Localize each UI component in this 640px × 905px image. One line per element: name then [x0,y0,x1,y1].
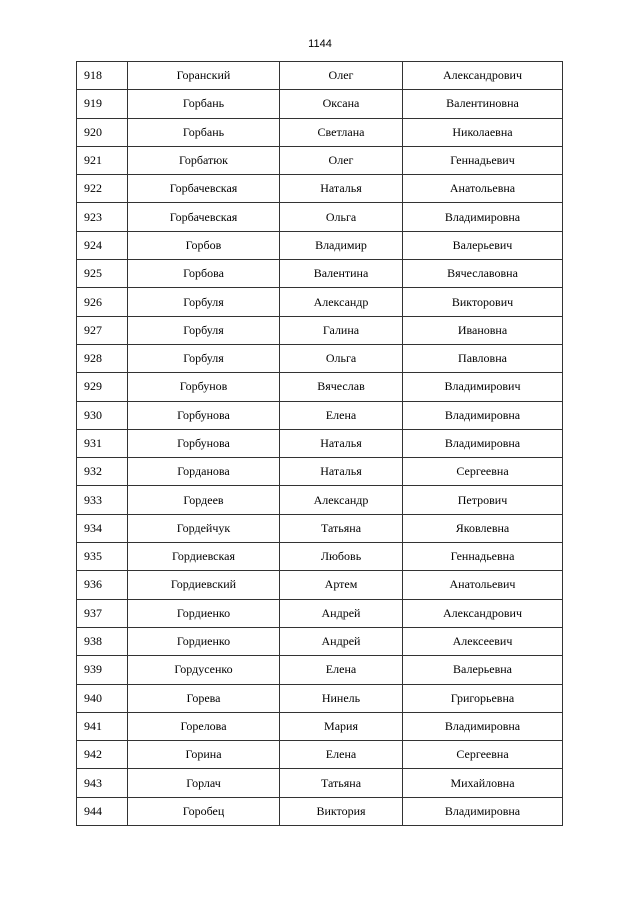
row-number: 931 [77,429,128,457]
first-name-cell: Андрей [280,627,403,655]
first-name-cell: Андрей [280,599,403,627]
row-number: 921 [77,146,128,174]
first-name-cell: Олег [280,146,403,174]
surname-cell: Горбунов [128,373,280,401]
surname-cell: Горбов [128,231,280,259]
surname-cell: Горева [128,684,280,712]
first-name-cell: Оксана [280,90,403,118]
patronymic-cell: Николаевна [403,118,563,146]
first-name-cell: Виктория [280,797,403,825]
first-name-cell: Олег [280,62,403,90]
surname-cell: Горанский [128,62,280,90]
table-row [77,175,563,203]
first-name-cell: Артем [280,571,403,599]
surname-cell: Горобец [128,797,280,825]
row-number: 920 [77,118,128,146]
row-number: 922 [77,175,128,203]
table-row [77,797,563,825]
row-number: 919 [77,90,128,118]
table-row [77,769,563,797]
patronymic-cell: Анатольевна [403,175,563,203]
patronymic-cell: Михайловна [403,769,563,797]
patronymic-cell: Анатольевич [403,571,563,599]
patronymic-cell: Алексеевич [403,627,563,655]
surname-cell: Горбуля [128,288,280,316]
first-name-cell: Елена [280,656,403,684]
surname-cell: Горбатюк [128,146,280,174]
surname-cell: Горбань [128,90,280,118]
surname-cell: Гордиевский [128,571,280,599]
row-number: 918 [77,62,128,90]
surname-cell: Горданова [128,458,280,486]
table-row [77,316,563,344]
table-row [77,486,563,514]
surname-cell: Горбуля [128,344,280,372]
surname-cell: Горбачевская [128,203,280,231]
table-row [77,599,563,627]
first-name-cell: Наталья [280,175,403,203]
patronymic-cell: Владимировна [403,401,563,429]
table-row [77,458,563,486]
row-number: 929 [77,373,128,401]
patronymic-cell: Вячеславовна [403,260,563,288]
first-name-cell: Галина [280,316,403,344]
patronymic-cell: Ивановна [403,316,563,344]
row-number: 941 [77,712,128,740]
first-name-cell: Елена [280,401,403,429]
row-number: 939 [77,656,128,684]
patronymic-cell: Павловна [403,344,563,372]
first-name-cell: Мария [280,712,403,740]
row-number: 942 [77,741,128,769]
first-name-cell: Нинель [280,684,403,712]
row-number: 936 [77,571,128,599]
row-number: 935 [77,543,128,571]
first-name-cell: Валентина [280,260,403,288]
row-number: 924 [77,231,128,259]
table-row [77,712,563,740]
patronymic-cell: Александрович [403,62,563,90]
table-row [77,62,563,90]
row-number: 925 [77,260,128,288]
row-number: 944 [77,797,128,825]
table-row [77,514,563,542]
patronymic-cell: Владимировна [403,797,563,825]
table-row [77,288,563,316]
table-row [77,741,563,769]
row-number: 937 [77,599,128,627]
surname-cell: Гордиенко [128,599,280,627]
patronymic-cell: Григорьевна [403,684,563,712]
surname-cell: Горбуля [128,316,280,344]
surname-cell: Горлач [128,769,280,797]
patronymic-cell: Яковлевна [403,514,563,542]
first-name-cell: Ольга [280,203,403,231]
patronymic-cell: Сергеевна [403,458,563,486]
table-row [77,627,563,655]
first-name-cell: Татьяна [280,769,403,797]
patronymic-cell: Валентиновна [403,90,563,118]
surname-cell: Горбунова [128,429,280,457]
table-row [77,118,563,146]
surname-cell: Гордусенко [128,656,280,684]
page-number: 1144 [308,38,332,50]
row-number: 923 [77,203,128,231]
first-name-cell: Вячеслав [280,373,403,401]
first-name-cell: Александр [280,288,403,316]
row-number: 928 [77,344,128,372]
table-row [77,401,563,429]
row-number: 926 [77,288,128,316]
surname-cell: Гордейчук [128,514,280,542]
row-number: 932 [77,458,128,486]
table-row [77,146,563,174]
surname-cell: Горина [128,741,280,769]
table-row [77,656,563,684]
first-name-cell: Елена [280,741,403,769]
table-body [77,62,563,826]
first-name-cell: Владимир [280,231,403,259]
table-row [77,231,563,259]
surname-cell: Гордиевская [128,543,280,571]
surname-cell: Гордеев [128,486,280,514]
patronymic-cell: Владимировна [403,203,563,231]
table-row [77,373,563,401]
table-row [77,543,563,571]
row-number: 934 [77,514,128,542]
row-number: 933 [77,486,128,514]
patronymic-cell: Владимирович [403,373,563,401]
table-row [77,684,563,712]
patronymic-cell: Петрович [403,486,563,514]
row-number: 930 [77,401,128,429]
table-row [77,90,563,118]
patronymic-cell: Геннадьевич [403,146,563,174]
table-row [77,429,563,457]
first-name-cell: Татьяна [280,514,403,542]
patronymic-cell: Викторович [403,288,563,316]
patronymic-cell: Владимировна [403,712,563,740]
row-number: 938 [77,627,128,655]
patronymic-cell: Валерьевич [403,231,563,259]
patronymic-cell: Валерьевна [403,656,563,684]
first-name-cell: Наталья [280,458,403,486]
surname-cell: Горбова [128,260,280,288]
first-name-cell: Ольга [280,344,403,372]
surname-cell: Горбачевская [128,175,280,203]
surname-cell: Горбань [128,118,280,146]
row-number: 940 [77,684,128,712]
names-table [76,61,563,826]
patronymic-cell: Владимировна [403,429,563,457]
row-number: 927 [77,316,128,344]
first-name-cell: Любовь [280,543,403,571]
table-row [77,203,563,231]
first-name-cell: Наталья [280,429,403,457]
surname-cell: Горбунова [128,401,280,429]
patronymic-cell: Геннадьевна [403,543,563,571]
surname-cell: Гордиенко [128,627,280,655]
first-name-cell: Александр [280,486,403,514]
row-number: 943 [77,769,128,797]
table-row [77,571,563,599]
patronymic-cell: Александрович [403,599,563,627]
table-row [77,344,563,372]
surname-cell: Горелова [128,712,280,740]
first-name-cell: Светлана [280,118,403,146]
table-row [77,260,563,288]
patronymic-cell: Сергеевна [403,741,563,769]
